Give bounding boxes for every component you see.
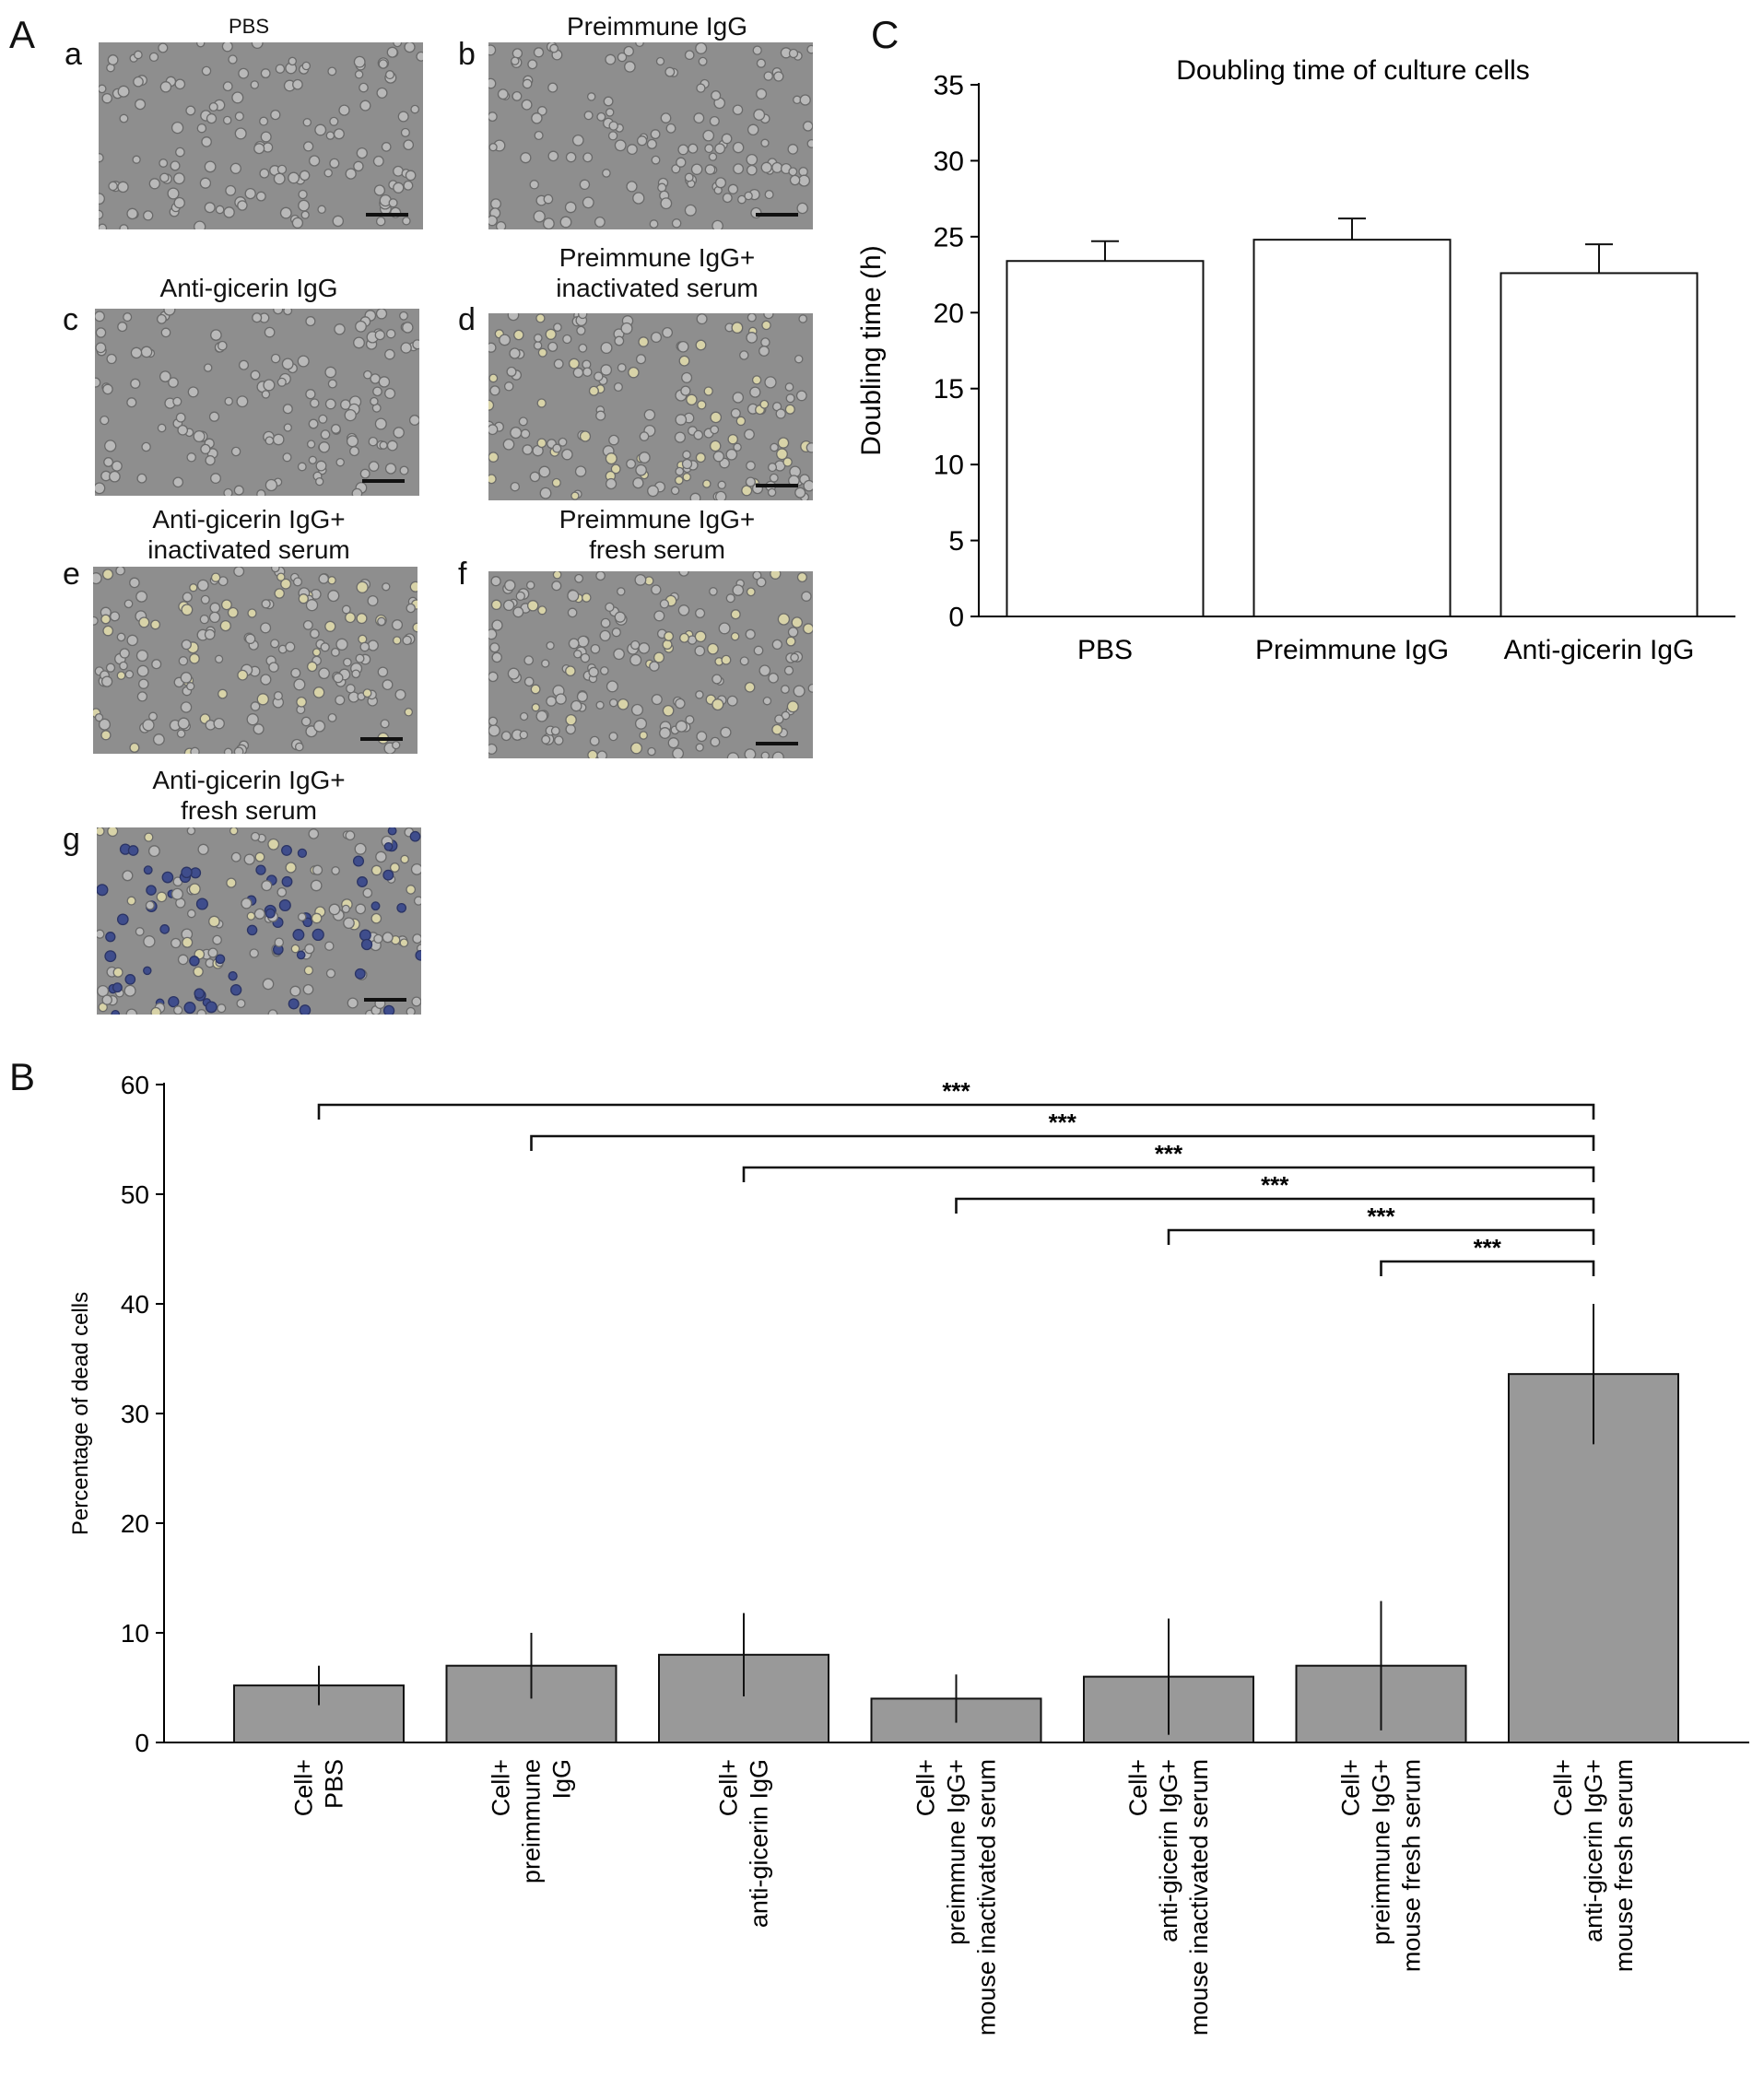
cell [97,885,108,896]
cell [97,827,104,836]
cell [296,743,303,750]
cell [384,1005,394,1015]
cell [648,748,655,756]
cell [309,829,318,839]
cell [406,886,415,894]
y-tick-label: 40 [120,1289,149,1319]
cell [761,752,769,758]
cell [241,898,252,909]
cell [178,730,185,737]
micrograph-title-line: Anti-gicerin IgG+ [152,766,346,794]
y-tick-label: 0 [948,602,964,633]
cell [206,1002,218,1013]
cell [127,897,135,905]
cell [96,714,103,722]
category-label-line: anti-gicerin IgG [745,1759,773,1929]
cell [772,724,782,734]
cell [640,732,647,739]
micrograph-title-line: Preimmune IgG+ [559,243,756,272]
cell [631,743,642,754]
cell [344,918,354,928]
bar [234,1685,404,1742]
bar [1501,273,1698,616]
cell [304,967,312,975]
micrograph-title-line: Preimmune IgG+ [559,505,756,534]
category-label [715,1759,773,1928]
cell [376,851,386,862]
category-label [290,1759,348,1816]
micrograph-cells [97,827,421,1015]
cell [151,1008,160,1015]
cell [313,865,323,874]
cell [172,888,183,899]
significance-bracket [957,1199,1594,1214]
cell [566,715,576,725]
bar [1084,1677,1253,1742]
category-label-line: Cell+ [487,1759,515,1817]
significance-bracket [319,1105,1593,1120]
cell [300,1005,310,1015]
cell [536,710,547,722]
y-tick-label: 10 [120,1618,149,1648]
cell [266,909,276,918]
y-tick-label: 5 [948,526,964,557]
cell [663,706,673,716]
cell [632,705,643,716]
cell [181,702,191,712]
significance-bracket [1169,1230,1593,1245]
cell [213,935,221,944]
bar [1254,240,1451,616]
micrograph-letter-f: f [458,557,467,592]
cell [383,870,394,880]
panel-label-c: C [871,13,900,56]
cell [171,939,181,948]
cell [588,750,597,758]
cell [354,856,364,866]
micrograph-letter-d: d [458,302,476,337]
cell [255,852,265,862]
cell [290,986,300,996]
category-label-line: preimmune IgG+ [1367,1759,1395,1945]
cell [566,724,575,733]
cell [342,905,349,912]
cell [268,1010,277,1015]
cell [488,725,500,736]
cell [162,872,172,882]
category-label-line: preimmune [517,1759,546,1884]
cell [275,938,283,946]
cell [397,904,406,912]
cell [123,871,133,881]
y-tick-label: 20 [120,1508,149,1538]
cell [502,732,512,741]
significance-bracket [744,1167,1593,1182]
significance-bracket [532,1136,1594,1151]
cell [532,704,539,711]
significance-label: *** [1048,1109,1076,1136]
cell [288,999,299,1009]
cell [244,854,254,864]
cell [590,736,599,745]
cell [660,728,671,739]
cell [312,913,321,922]
cell [552,727,560,735]
y-tick-label: 35 [933,70,964,101]
cell [147,886,156,895]
cell [356,904,365,913]
category-label-line: mouse inactivated serum [972,1759,1001,2036]
cell [248,925,257,934]
cell [521,713,528,721]
cell [686,716,694,724]
cell [401,855,408,862]
micrograph-title-line: inactivated serum [147,535,350,564]
micrograph-title-line: Anti-gicerin IgG+ [152,505,346,534]
cell [305,944,314,954]
y-tick-label: 25 [933,222,964,253]
cell [668,738,678,748]
y-axis-label: Percentage of dead cells [68,1291,93,1536]
cell [412,864,422,875]
cell [374,934,382,943]
cell [406,1008,415,1015]
cell [488,717,497,725]
cell [371,902,380,910]
cell [697,732,707,742]
cell [106,933,115,942]
category-label-line: PBS [320,1759,348,1810]
cell [332,867,339,874]
category-label-line: Cell+ [1336,1759,1365,1817]
category-label-line: anti-gicerin IgG+ [1580,1759,1607,1942]
cell [617,699,628,710]
cell [190,956,199,966]
cell [400,939,407,946]
cell [144,936,155,947]
cell [251,702,259,710]
cell [188,909,195,917]
cell [268,839,279,851]
cell [298,849,306,857]
cell [302,717,311,725]
cell [282,846,292,856]
cell [775,715,783,723]
cell [346,831,355,840]
cell [416,951,421,960]
cell [384,843,392,851]
cell [488,745,497,755]
cell [135,928,144,936]
cell [571,701,582,711]
cell [262,881,272,891]
bar [1509,1374,1678,1742]
cell [277,888,286,897]
cell [174,1006,182,1015]
category-label-line: Cell+ [714,1759,743,1817]
significance-label: *** [1367,1203,1395,1230]
y-tick-label: 30 [933,146,964,177]
cell [209,916,219,926]
bar [872,1698,1041,1742]
micrograph-title-line: fresh serum [589,535,725,564]
cell [312,929,323,940]
cell [325,942,334,950]
cell [279,900,290,911]
cell [636,718,647,729]
cell [312,880,322,890]
micrograph-title-line: inactivated serum [556,274,759,302]
y-axis-label: Doubling time (h) [856,245,887,456]
panel-label-b: B [9,1055,36,1098]
doubling-time-chart [0,0,1764,700]
cell [146,901,154,909]
cell [105,951,116,962]
cell [149,712,158,721]
cell [415,897,421,905]
cell [198,844,208,854]
cell [673,748,684,758]
category-label-line: mouse fresh serum [1610,1759,1638,1973]
cell [247,714,258,725]
cell [328,714,336,722]
cell [143,720,154,731]
category-label-line: Cell+ [911,1759,940,1817]
cell [293,930,304,941]
cell [125,975,135,984]
y-tick-label: 20 [933,298,964,329]
cell [381,720,389,728]
cell [194,967,203,976]
panel-label-a: A [9,13,36,56]
category-label: Anti-gicerin IgG [1503,635,1695,665]
cell [154,734,165,745]
bar [1007,261,1204,616]
cell [393,742,400,749]
cell [721,727,731,737]
category-label [912,1759,1001,2035]
cell [144,866,152,874]
cell [197,1010,206,1015]
cell [230,827,238,835]
micrograph-title-line: Preimmune IgG [566,12,748,41]
category-label-line: preimmune IgG+ [942,1759,970,1945]
cell [126,1009,136,1015]
cell [252,833,260,841]
cell [405,709,412,716]
micrograph-letter-e: e [63,557,80,592]
significance-label: *** [1154,1140,1183,1167]
cell [676,721,688,732]
cell [157,892,166,901]
cell [727,753,738,758]
cell [184,1003,195,1014]
y-tick-label: 0 [135,1728,149,1757]
significance-label: *** [1261,1171,1289,1199]
cell [208,948,218,957]
micrograph-title-line: Anti-gicerin IgG [159,274,338,302]
cell [231,852,241,862]
cell [263,979,273,989]
cell [362,940,372,950]
cell [303,985,312,994]
cell [696,744,703,751]
micrograph-title-line: fresh serum [181,796,317,825]
cell [197,898,208,909]
micrograph-title-g [65,765,433,826]
cell [597,751,606,758]
micrograph-letter-b: b [458,37,476,72]
cell [712,699,723,710]
cell [347,998,358,1008]
cell [382,933,393,943]
category-label: Preimmune IgG [1254,635,1450,665]
cell [298,951,305,958]
cell [542,735,550,744]
y-tick-label: 15 [933,374,964,405]
category-label [488,1759,576,1883]
cell [101,731,111,740]
cell [787,701,798,712]
significance-label: *** [1473,1234,1501,1261]
cell [178,718,189,729]
cell [118,914,128,924]
cell [182,867,192,877]
micrograph-letter-a: a [65,37,82,72]
cell [371,914,381,923]
cell [291,944,299,952]
y-tick-label: 60 [120,1070,149,1099]
cell [113,968,123,977]
micrograph-letter-c: c [63,302,78,337]
category-label-line: IgG [547,1759,576,1800]
micrograph-image-g [97,827,421,1015]
cell [225,748,232,754]
cell [145,833,153,841]
y-tick-label: 10 [933,450,964,481]
chart-title: Doubling time of culture cells [1176,55,1530,86]
significance-bracket [1382,1261,1594,1276]
cell [363,888,371,897]
cell [227,878,236,887]
category-label-line: mouse fresh serum [1397,1759,1426,1973]
cell [286,862,296,873]
cell [711,737,720,746]
cell [149,846,160,857]
cell [391,863,400,873]
cell [327,969,335,978]
micrograph-letter-g: g [63,822,80,857]
category-label-line: Cell+ [289,1759,318,1817]
cell [254,909,265,919]
cell [410,832,419,841]
cell [247,912,254,920]
cell [214,719,224,729]
category-label-line: Cell+ [1124,1759,1152,1817]
cell [108,827,118,837]
cell [187,827,194,835]
cell [218,1004,226,1013]
cell [596,701,604,709]
cell [329,904,339,914]
category-label [1337,1759,1426,1972]
cell [229,972,237,980]
cell [250,949,258,957]
category-label [1124,1759,1213,2035]
cell [282,877,292,887]
cell [356,969,366,980]
cell [358,877,368,887]
cell [256,865,265,874]
y-tick-label: 30 [120,1399,149,1428]
cell [190,884,201,895]
cell [112,1011,119,1015]
category-label-line: mouse inactivated serum [1185,1759,1213,2036]
cell [144,967,151,974]
cell [520,731,527,738]
cell [113,983,123,992]
cell [191,747,199,754]
cell [102,995,112,1004]
cell [182,937,193,947]
cell [555,736,563,745]
category-label-line: anti-gicerin IgG+ [1155,1759,1182,1942]
bar [447,1666,617,1742]
y-tick-label: 50 [120,1179,149,1209]
micrograph-title-line: PBS [228,15,270,38]
cell [97,930,104,938]
cell [745,749,756,758]
cell [179,955,188,964]
bar [1297,1666,1466,1742]
cell [609,733,617,741]
cell [253,724,264,734]
cell [299,913,306,921]
cell [360,930,371,941]
cell [355,843,366,854]
bar [659,1655,829,1742]
cell [130,744,139,753]
cell [371,865,381,874]
cell [128,846,137,855]
category-label [1549,1759,1638,1972]
cell [412,997,421,1006]
cell [237,1000,245,1008]
cell [169,997,179,1007]
cell [160,925,169,933]
cell [413,934,421,944]
cell [194,989,204,998]
cell [216,955,224,963]
category-label-line: Cell+ [1549,1759,1577,1817]
cell [234,747,242,754]
significance-label: *** [942,1077,970,1105]
cell [231,985,241,995]
cell [388,827,396,835]
cell [314,721,325,732]
cell [772,752,783,758]
cell [124,985,135,996]
category-label: PBS [1076,635,1134,665]
